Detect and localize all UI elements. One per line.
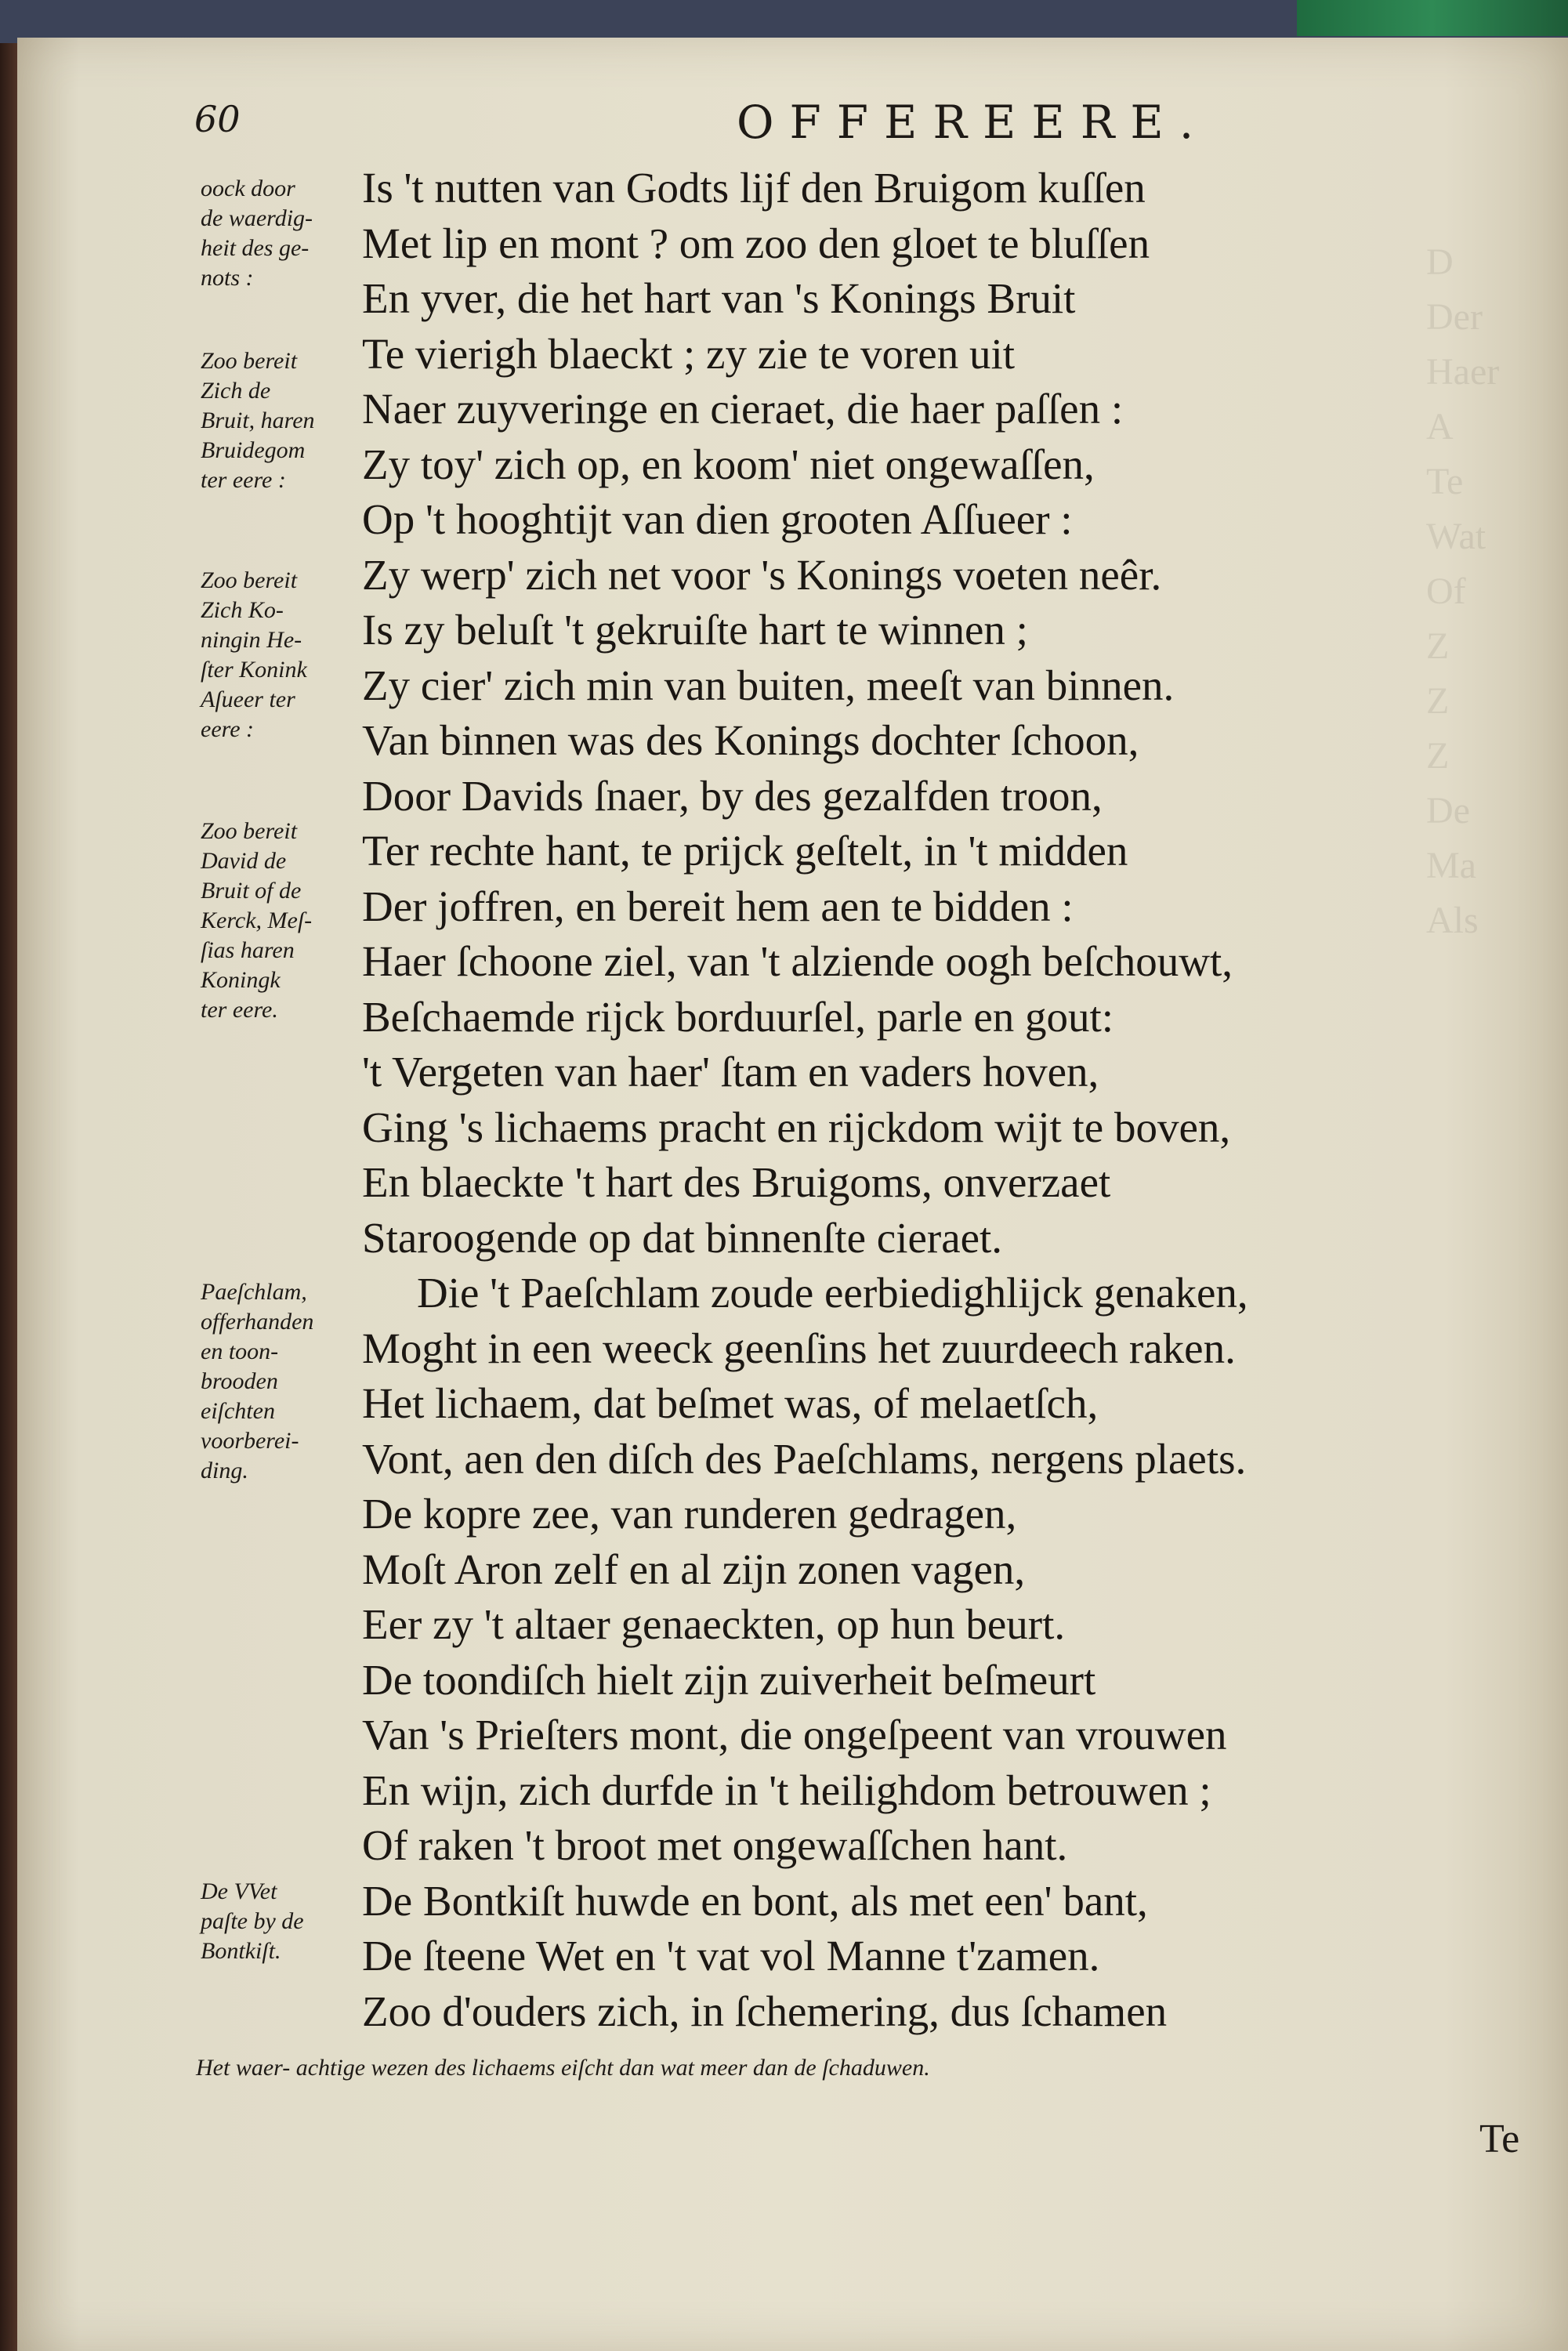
verse-line: Te vierigh blaeckt ; zy zie te voren uit <box>362 329 1016 378</box>
verse-line: Is 't nutten van Godts lijf den Bruigom kuſſen <box>362 164 1146 212</box>
verse-line: Zy toy' zich op, en koom' niet ongewaſſen, <box>362 440 1095 488</box>
running-title: OFFEREERE. <box>737 96 1210 149</box>
verse-line: Die 't Paeſchlam zoude eerbiedighlijck genaken, <box>417 1269 1248 1317</box>
bleed-line: Z <box>1426 680 1450 722</box>
margin-note-line: Bruit of de <box>201 878 302 904</box>
verse-line: Met lip en mont ? om zoo den gloet te bluſſen <box>362 219 1150 267</box>
verse-line: Op 't hooghtijt van dien grooten Aſſueer : <box>362 495 1073 543</box>
verse-line: Het lichaem, dat beſmet was, of melaetſch, <box>362 1379 1099 1427</box>
margin-note-line: Zoo bereit <box>201 567 298 593</box>
bleed-line: Wat <box>1426 516 1487 557</box>
margin-note <box>201 817 357 1025</box>
verse-block <box>362 161 1522 2039</box>
margin-note-line: en toon- <box>201 1339 279 1364</box>
margin-note-line: oock door <box>201 176 295 201</box>
margin-note-line: Zich de <box>201 378 271 404</box>
verse-line: Zoo d'ouders zich, in ſchemering, dus ſchamen <box>362 1987 1168 2035</box>
margin-note-line: Aſueer ter <box>201 686 295 712</box>
margin-note-line: paſte by de <box>201 1908 304 1934</box>
verse-line: De ſteene Wet en 't vat vol Manne t'zamen. <box>362 1932 1100 1980</box>
margin-note <box>201 1877 357 1966</box>
margin-note-line: Zoo bereit <box>201 348 298 374</box>
margin-note-line: voorberei- <box>201 1428 299 1454</box>
verse-line: Van binnen was des Konings dochter ſchoon, <box>362 716 1139 764</box>
page-number: 60 <box>194 98 241 140</box>
margin-note <box>201 566 357 744</box>
margin-note <box>201 346 357 495</box>
margin-note-line: offerhanden <box>201 1309 314 1335</box>
bleed-line: Z <box>1426 735 1450 777</box>
margin-note-line: Koningk <box>201 967 281 993</box>
verse-line: En wijn, zich durfde in 't heilighdom betrouwen ; <box>362 1766 1211 1814</box>
verse-line: Naer zuyveringe en cieraet, die haer paſſen : <box>362 385 1124 433</box>
bleed-line: Z <box>1426 625 1450 667</box>
verse-line: Is zy beluſt 't gekruiſte hart te winnen ; <box>362 606 1028 654</box>
bleed-line: Der <box>1426 296 1483 338</box>
verse-line: Der joffren, en bereit hem aen te bidden : <box>362 882 1074 930</box>
verse-line: Van 's Prieſters mont, die ongeſpeent van vrouwen <box>362 1711 1227 1759</box>
margin-note <box>201 1277 357 1486</box>
margin-note-line: eiſchten <box>201 1398 275 1424</box>
verse-line: Haer ſchoone ziel, van 't alziende oogh beſchouwt, <box>362 937 1233 985</box>
verse-line: De toondiſch hielt zijn zuiverheit beſmeurt <box>362 1655 1096 1704</box>
verse-line: Beſchaemde rijck borduurſel, parle en gout: <box>362 992 1114 1041</box>
margin-note-line: ſias haren <box>201 937 295 963</box>
margin-note-line: David de <box>201 848 287 874</box>
bleed-line: D <box>1426 241 1454 283</box>
margin-note-line: Bruidegom <box>201 437 306 463</box>
verse-line: 't Vergeten van haer' ſtam en vaders hoven, <box>362 1048 1099 1096</box>
margin-note-line: Kerck, Meſ- <box>201 907 313 933</box>
margin-note-line: De VVet <box>201 1878 277 1904</box>
margin-note-line: de waerdig- <box>201 205 313 231</box>
verse-line: Vont, aen den diſch des Paeſchlams, nergens plaets. <box>362 1434 1247 1483</box>
margin-note-line: Bontkiſt. <box>201 1938 281 1964</box>
verse-line: Ging 's lichaems pracht en rijckdom wijt te boven, <box>362 1103 1231 1151</box>
verse-line: Moght in een weeck geenſins het zuurdeech raken. <box>362 1324 1236 1372</box>
margin-note-line: ſter Konink <box>201 657 307 683</box>
bottom-margin-note: Het waer- achtige wezen des lichaems eiſcht dan wat meer dan de ſchaduwen. <box>196 2055 930 2081</box>
catchword: Te <box>1479 2117 1520 2161</box>
margin-note-line: Paeſchlam, <box>201 1279 307 1305</box>
margin-note-line: heit des ge- <box>201 235 310 261</box>
margin-note <box>201 174 357 293</box>
bookmark-ribbon <box>1297 0 1568 36</box>
margin-note-line: Bruit, haren <box>201 408 315 433</box>
verse-line: Eer zy 't altaer genaeckten, op hun beurt. <box>362 1600 1066 1648</box>
verse-line: Zy cier' zich min van buiten, meeſt van binnen. <box>362 661 1175 709</box>
verse-line: En yver, die het hart van 's Konings Bruit <box>362 274 1076 322</box>
margin-note-line: nots : <box>201 265 254 291</box>
margin-note-line: brooden <box>201 1368 278 1394</box>
bleed-line: Ma <box>1426 845 1476 886</box>
verse-line: Door Davids ſnaer, by des gezalfden troon, <box>362 771 1103 820</box>
bleed-line: Te <box>1426 461 1464 502</box>
bleed-line: Als <box>1426 900 1479 941</box>
bleed-line: Of <box>1426 571 1466 612</box>
margin-note-line: ter eere : <box>201 467 286 493</box>
verse-line: En blaeckte 't hart des Bruigoms, onverzaet <box>362 1158 1111 1206</box>
margin-note-line: Zich Ko- <box>201 597 284 623</box>
margin-note-line: eere : <box>201 716 254 742</box>
verse-line: Ter rechte hant, te prijck geſtelt, in 't midden <box>362 827 1128 875</box>
margin-note-line: Zoo bereit <box>201 818 298 844</box>
verse-line: Moſt Aron zelf en al zijn zonen vagen, <box>362 1545 1026 1593</box>
bleed-line: A <box>1426 406 1454 447</box>
margin-note-line: ding. <box>201 1458 248 1483</box>
bleed-line: Haer <box>1426 351 1500 393</box>
margin-note-line: ter eere. <box>201 997 278 1023</box>
verse-line: Of raken 't broot met ongewaſſchen hant. <box>362 1821 1068 1869</box>
verse-line: Staroogende op dat binnenſte cieraet. <box>362 1213 1003 1262</box>
verse-line: Zy werp' zich net voor 's Konings voeten neêr. <box>362 550 1162 599</box>
verse-line: De Bontkiſt huwde en bont, als met een' bant, <box>362 1876 1148 1925</box>
margin-note-line: ningin He- <box>201 627 302 653</box>
verse-line: De kopre zee, van runderen gedragen, <box>362 1490 1017 1538</box>
bleed-line: De <box>1426 790 1470 831</box>
